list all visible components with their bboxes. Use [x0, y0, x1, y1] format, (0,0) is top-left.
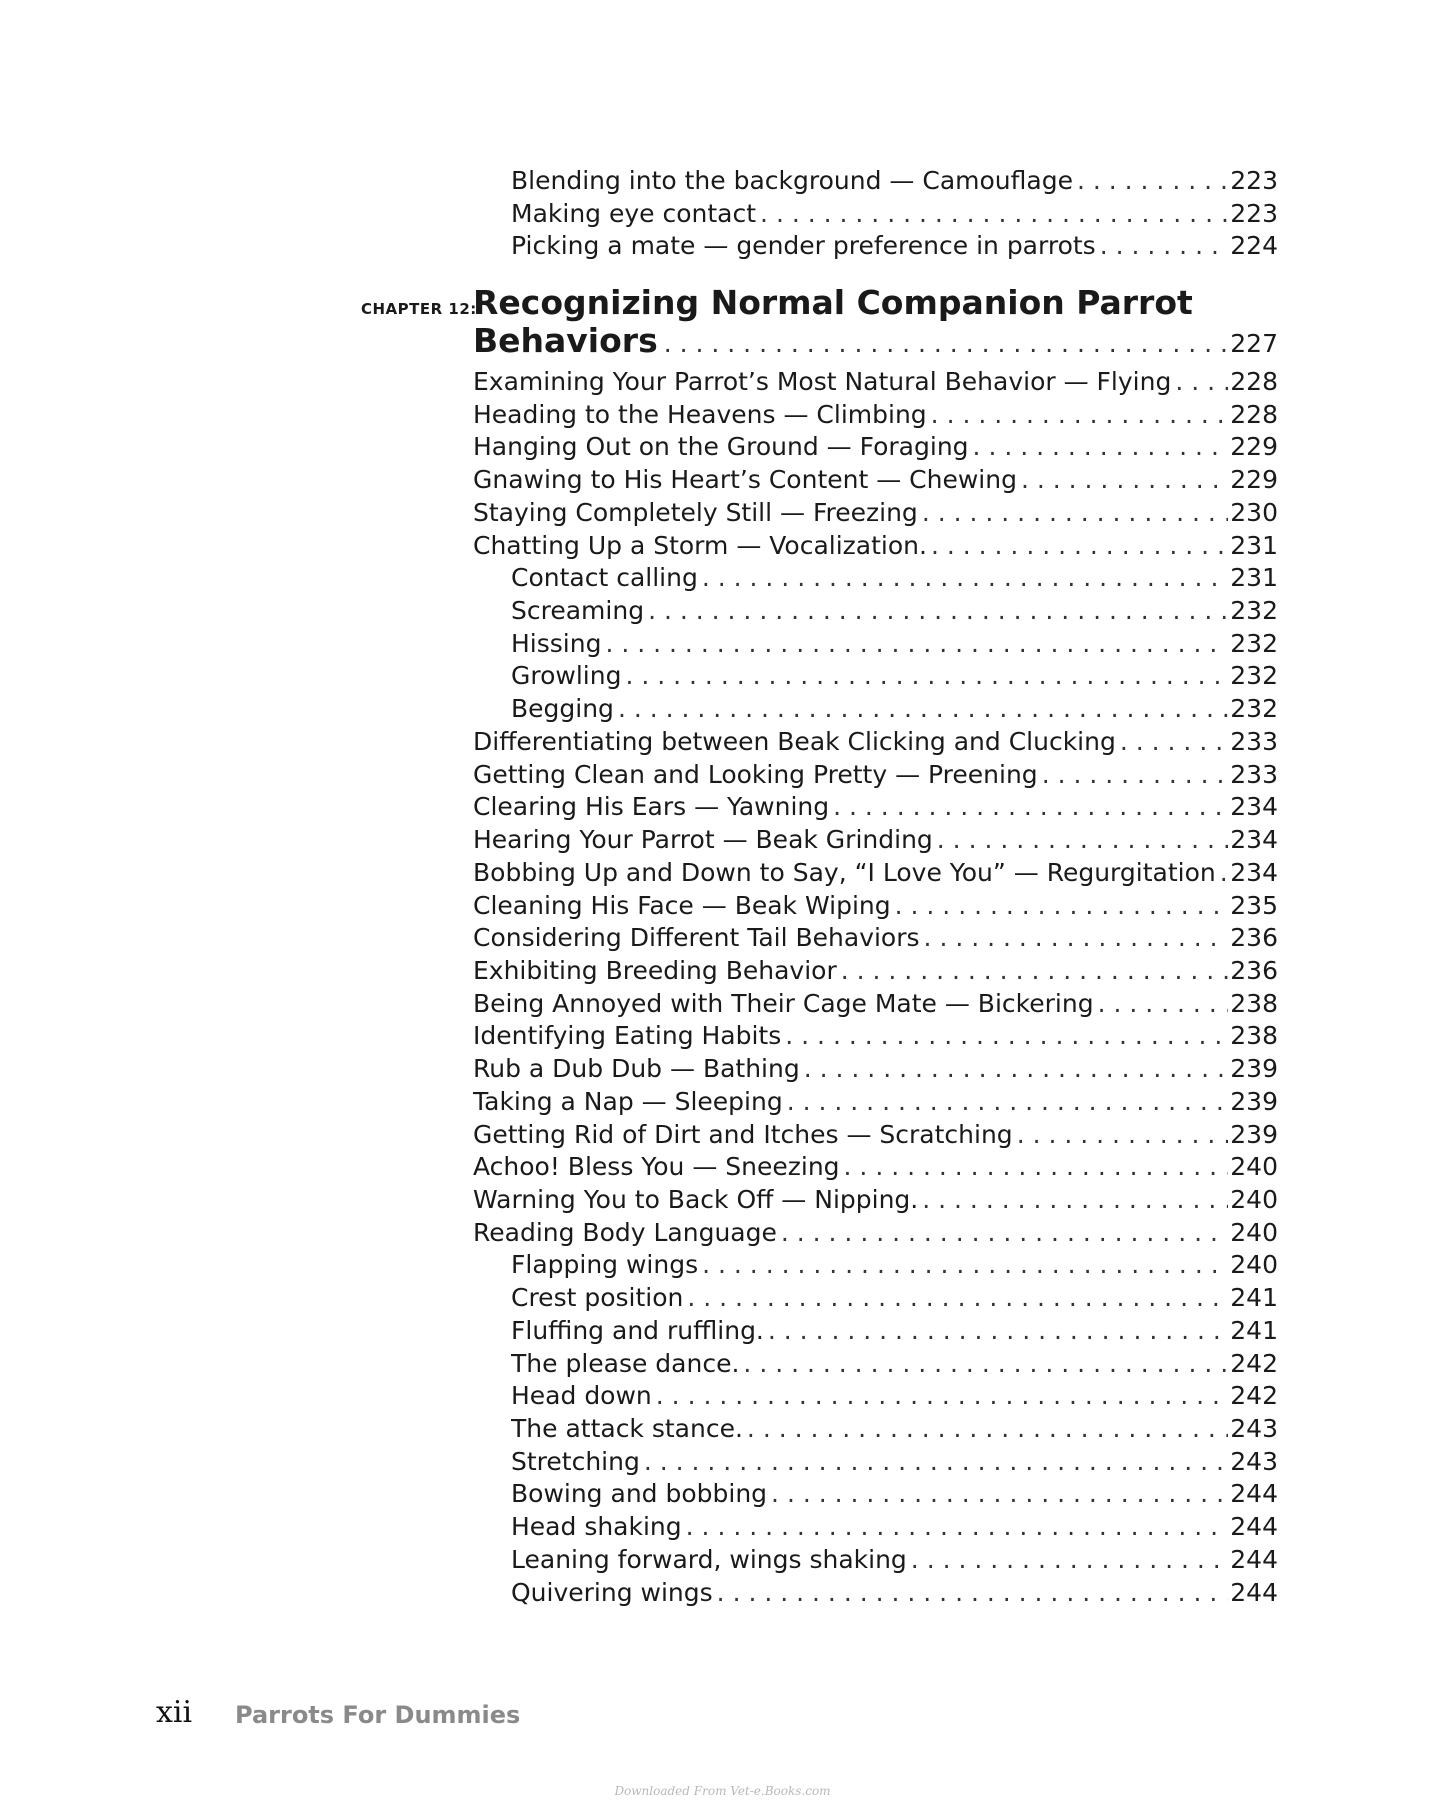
toc-entry-page-number: 239 [1230, 1086, 1278, 1116]
toc-entry-page-number: 233 [1230, 726, 1278, 756]
toc-entry-page-number: 243 [1230, 1446, 1278, 1476]
toc-entry [511, 197, 1278, 230]
toc-entry-page-number: 243 [1230, 1414, 1278, 1444]
toc-entry-title: Gnawing to His Heart’s Content — Chewing [473, 465, 1017, 495]
dot-leader [833, 790, 1228, 823]
toc-entry-page-number: 232 [1230, 596, 1278, 626]
toc-entry [473, 496, 1278, 529]
toc-entry [511, 1576, 1278, 1609]
toc-entry-title: Examining Your Parrot’s Most Natural Behavior — Flying [473, 367, 1172, 396]
dot-leader [911, 1543, 1228, 1576]
toc-entry-page-number: 240 [1230, 1250, 1278, 1280]
dot-leader [841, 954, 1229, 987]
toc-entry-page-number: 228 [1230, 367, 1278, 396]
dot-leader [931, 398, 1229, 431]
toc-entry-title: Bowing and bobbing [511, 1479, 768, 1509]
toc-entry-title: Quivering wings [511, 1577, 713, 1607]
toc-entry-title: Clearing His Ears — Yawning [473, 792, 830, 822]
toc-entry-page-number: 235 [1230, 890, 1278, 920]
toc-entry [473, 1085, 1278, 1118]
toc-entry-title: Reading Body Language [473, 1217, 777, 1247]
toc-entry-title: Exhibiting Breeding Behavior [473, 955, 837, 985]
toc-entry-page-number: 234 [1230, 792, 1278, 822]
toc-entry-page-number: 240 [1230, 1185, 1278, 1214]
toc-entry-title: Leaning forward, wings shaking [511, 1544, 907, 1574]
toc-entry [473, 725, 1278, 758]
toc-entry-title: Bobbing Up and Down to Say, “I Love You” — Regurgitation [473, 857, 1216, 887]
dot-leader [618, 692, 1228, 725]
toc-entry-title: Heading to the Heavens — Climbing [473, 399, 927, 429]
download-watermark: Downloaded From Vet-e.Books.com [614, 1784, 831, 1798]
toc-entry [473, 790, 1278, 823]
toc-entry-title: Rub a Dub Dub — Bathing [473, 1054, 800, 1084]
toc-entry [511, 1248, 1278, 1281]
page-folio: xii [156, 1695, 193, 1730]
toc-entry-title: The attack stance. [511, 1414, 743, 1444]
toc-entry-page-number: 240 [1230, 1152, 1278, 1182]
dot-leader [1021, 463, 1228, 496]
dot-leader [922, 496, 1228, 529]
dot-leader [1100, 229, 1229, 262]
toc-entry-page-number: 223 [1230, 166, 1278, 195]
dot-leader [760, 197, 1228, 230]
toc-entry [473, 1216, 1278, 1249]
dot-leader [717, 1576, 1229, 1609]
dot-leader [804, 1052, 1229, 1085]
toc-entry [473, 823, 1278, 856]
toc-entry-page-number: 236 [1230, 955, 1278, 985]
toc-entry [473, 1183, 1278, 1216]
toc-entry-title: Being Annoyed with Their Cage Mate — Bickering [473, 988, 1094, 1018]
chapter-title-line-2 [473, 320, 1278, 362]
dot-leader [771, 1477, 1228, 1510]
running-footer-title: Parrots For Dummies [235, 1701, 521, 1729]
toc-entry-title: Hanging Out on the Ground — Foraging [473, 432, 969, 462]
toc-entry [473, 954, 1278, 987]
toc-entry-title: Hearing Your Parrot — Beak Grinding [473, 825, 933, 855]
toc-entry [473, 889, 1278, 922]
dot-leader [1175, 365, 1228, 398]
toc-entry-page-number: 231 [1230, 563, 1278, 593]
dot-leader [781, 1216, 1228, 1249]
toc-entry [511, 229, 1278, 262]
toc-entry-title: Staying Completely Still — Freezing [473, 497, 918, 527]
toc-entry-page-number: 244 [1230, 1544, 1278, 1574]
toc-entry [473, 1019, 1278, 1052]
toc-entry [473, 529, 1278, 562]
dot-leader [922, 1183, 1228, 1216]
toc-entry-page-number: 223 [1230, 198, 1278, 228]
toc-entry-page-number: 234 [1230, 825, 1278, 855]
dot-leader [687, 1281, 1228, 1314]
toc-entry-page-number: 229 [1230, 432, 1278, 462]
dot-leader [644, 1445, 1228, 1478]
toc-entry-page-number: 238 [1230, 1021, 1278, 1051]
dot-leader [1098, 987, 1229, 1020]
dot-leader [973, 430, 1229, 463]
toc-entry [511, 659, 1278, 692]
chapter-label: CHAPTER 12: [361, 300, 477, 318]
toc-entry-page-number: 232 [1230, 694, 1278, 724]
dot-leader [648, 594, 1228, 627]
toc-entry-page-number: 238 [1230, 988, 1278, 1018]
toc-entry-page-number: 241 [1230, 1315, 1278, 1345]
toc-entry-title: Picking a mate — gender preference in parrots [511, 231, 1096, 261]
toc-entry-title: Stretching [511, 1446, 640, 1476]
dot-leader [768, 1314, 1228, 1347]
toc-entry [511, 692, 1278, 725]
toc-entry-title: Contact calling [511, 563, 698, 593]
dot-leader [743, 1347, 1228, 1380]
toc-entry-title: Growling [511, 661, 622, 691]
dot-leader [787, 1085, 1229, 1118]
toc-entry-title: Warning You to Back Off — Nipping. [473, 1185, 919, 1214]
toc-entry-page-number: 244 [1230, 1479, 1278, 1509]
toc-entry-page-number: 244 [1230, 1577, 1278, 1607]
toc-entry-page-number: 232 [1230, 628, 1278, 658]
toc-entry-title: Differentiating between Beak Clicking and Clucking [473, 726, 1116, 756]
dot-leader [686, 1510, 1229, 1543]
dot-leader [924, 921, 1229, 954]
dot-leader [844, 1150, 1229, 1183]
dot-leader [895, 889, 1229, 922]
toc-entry-page-number: 229 [1230, 465, 1278, 495]
dot-leader [931, 529, 1228, 562]
dot-leader [1220, 856, 1229, 889]
toc-entry [473, 1118, 1278, 1151]
chapter-title-line-1: Recognizing Normal Companion Parrot [473, 283, 1193, 322]
toc-entry [511, 1510, 1278, 1543]
dot-leader [664, 329, 1229, 358]
dot-leader [625, 659, 1228, 692]
toc-entry-title: Achoo! Bless You — Sneezing [473, 1152, 840, 1182]
toc-entry-title: Crest position [511, 1283, 684, 1313]
toc-entry-title: Making eye contact [511, 198, 757, 228]
toc-entry-title: The please dance. [511, 1348, 740, 1378]
toc-entry-title: Flapping wings [511, 1250, 699, 1280]
toc-entry [473, 856, 1278, 889]
toc-entry [511, 1379, 1278, 1412]
toc-entry-page-number: 241 [1230, 1283, 1278, 1313]
toc-entry-page-number: 242 [1230, 1348, 1278, 1378]
dot-leader [1120, 725, 1228, 758]
toc-entry-page-number: 234 [1230, 857, 1278, 887]
toc-entry [511, 1543, 1278, 1576]
toc-entry [511, 1314, 1278, 1347]
toc-entry-page-number: 239 [1230, 1054, 1278, 1084]
dot-leader [702, 561, 1228, 594]
dot-leader [1042, 758, 1229, 791]
toc-entry [511, 594, 1278, 627]
dot-leader [605, 627, 1228, 660]
toc-entry [511, 561, 1278, 594]
toc-entry-title: Identifying Eating Habits [473, 1021, 782, 1051]
toc-entry-page-number: 228 [1230, 399, 1278, 429]
dot-leader [1077, 164, 1228, 197]
toc-entry-page-number: 242 [1230, 1381, 1278, 1411]
toc-entry-title: Begging [511, 694, 614, 724]
chapter-page-number: 227 [1230, 329, 1278, 358]
toc-entry [511, 1477, 1278, 1510]
toc-entry [473, 987, 1278, 1020]
toc-entry-page-number: 236 [1230, 923, 1278, 953]
dot-leader [747, 1412, 1228, 1445]
toc-entry-page-number: 240 [1230, 1217, 1278, 1247]
toc-entry [473, 921, 1278, 954]
toc-entry [511, 627, 1278, 660]
toc-entry-page-number: 230 [1230, 497, 1278, 527]
toc-entry-page-number: 224 [1230, 231, 1278, 261]
dot-leader [937, 823, 1229, 856]
toc-entry [511, 164, 1278, 197]
toc-entry [511, 1281, 1278, 1314]
toc-entry [511, 1445, 1278, 1478]
toc-entry-title: Cleaning His Face — Beak Wiping [473, 890, 891, 920]
toc-entry-page-number: 232 [1230, 661, 1278, 691]
toc-entry [511, 1347, 1278, 1380]
toc-entry-title: Chatting Up a Storm — Vocalization. [473, 530, 927, 560]
dot-leader [702, 1248, 1228, 1281]
toc-entry-title: Considering Different Tail Behaviors [473, 923, 920, 953]
toc-entry [473, 1052, 1278, 1085]
dot-leader [656, 1379, 1229, 1412]
dot-leader [785, 1019, 1228, 1052]
toc-entry-title: Getting Rid of Dirt and Itches — Scratching [473, 1119, 1013, 1149]
toc-entry-page-number: 231 [1230, 530, 1278, 560]
toc-entry-page-number: 233 [1230, 759, 1278, 789]
toc-entry-title: Blending into the background — Camouflage [511, 166, 1073, 195]
toc-entry-title: Head shaking [511, 1512, 682, 1542]
toc-entry [511, 1412, 1278, 1445]
toc-entry [473, 758, 1278, 791]
toc-entry [473, 398, 1278, 431]
toc-entry-title: Hissing [511, 628, 602, 658]
toc-entry-title: Getting Clean and Looking Pretty — Preening [473, 759, 1038, 789]
toc-entry-page-number: 244 [1230, 1512, 1278, 1542]
toc-entry-page-number: 239 [1230, 1119, 1278, 1149]
toc-entry [473, 430, 1278, 463]
toc-entry-title: Head down [511, 1381, 652, 1411]
toc-entry-title: Screaming [511, 596, 645, 626]
toc-entry [473, 365, 1278, 398]
toc-entry-title: Fluffing and ruffling. [511, 1315, 764, 1345]
toc-entry [473, 463, 1278, 496]
chapter-title-text: Behaviors [473, 321, 658, 360]
toc-entry-title: Taking a Nap — Sleeping [473, 1086, 783, 1116]
dot-leader [1017, 1118, 1229, 1151]
toc-entry [473, 1150, 1278, 1183]
